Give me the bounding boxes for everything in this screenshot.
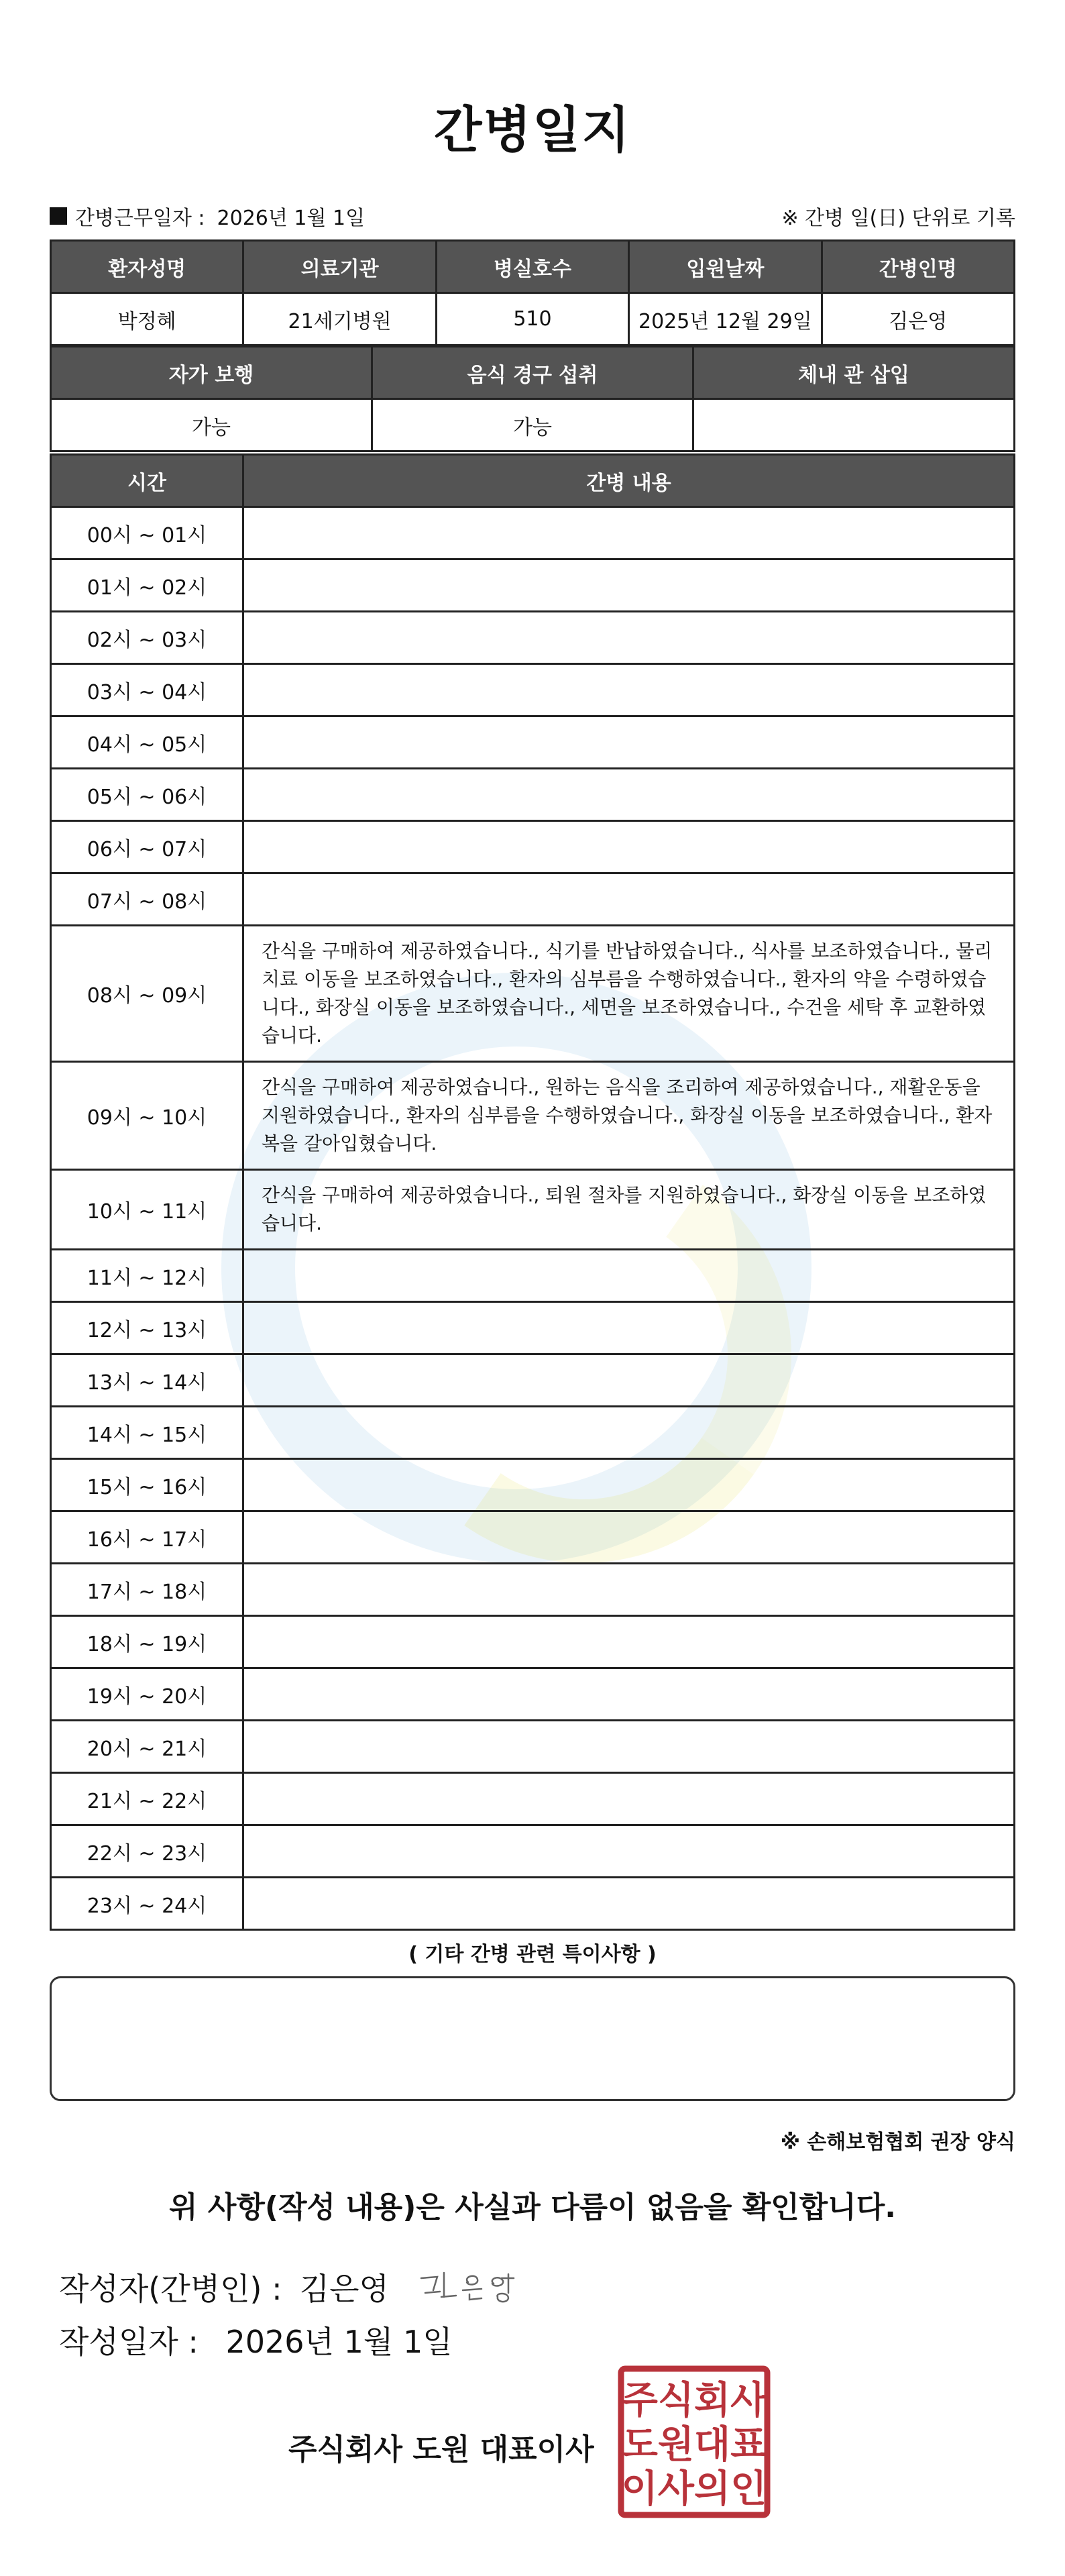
table-row [51,1459,1015,1511]
admission-date-cell: 2025년 12월 29일 [629,293,822,345]
room-number-cell: 510 [436,293,628,345]
time-slot-cell: 22시 ~ 23시 [51,1825,243,1878]
table-row [51,1878,1015,1930]
time-slot-cell: 06시 ~ 07시 [51,821,243,873]
meta-row [50,201,1015,228]
care-content-cell [243,1773,1015,1825]
header-tube-insertion: 체내 관 삽입 [693,347,1015,399]
table-row [51,399,1015,451]
table-row [51,1407,1015,1459]
care-content-cell [243,612,1015,664]
time-slot-cell: 09시 ~ 10시 [51,1062,243,1170]
table-row [51,873,1015,926]
table-row [51,926,1015,1062]
care-content-cell [243,559,1015,612]
header-time: 시간 [51,455,243,507]
table-row [51,664,1015,716]
header-room-number: 병실호수 [436,241,628,293]
work-date [50,201,365,231]
care-content-cell [243,1407,1015,1459]
header-caregiver-name: 간병인명 [822,241,1014,293]
time-slot-cell: 23시 ~ 24시 [51,1878,243,1930]
time-slot-cell: 00시 ~ 01시 [51,507,243,559]
table-row [51,1250,1015,1302]
care-content-cell [243,873,1015,926]
company-signatory: 주식회사 도원 대표이사 [288,2432,594,2467]
header-self-walking: 자가 보행 [51,347,372,399]
table-header-row [51,241,1015,293]
care-content-cell [243,821,1015,873]
work-date-value: 2026년 1월 1일 [217,207,366,230]
remarks-title: ( 기타 간병 관련 특이사항 ) [408,1943,657,1966]
oral-intake-cell: 가능 [372,399,693,451]
care-content-cell [243,1878,1015,1930]
written-date-value: 2026년 1월 1일 [225,2324,453,2360]
table-row [51,1354,1015,1407]
care-content-cell: 간식을 구매하여 제공하였습니다., 식기를 반납하였습니다., 식사를 보조하였습니다., 물리치료 이동을 보조하였습니다., 환자의 심부름을 수행하였습니다., 환자의 약을 수령하였습니다., 화장실 이동을 보조하였습니다., 세면을 보조하였습니다., 수건을 세탁 후 교환하였습니다. [243,926,1015,1062]
page-title: 간병일지 [434,101,631,159]
time-slot-cell: 03시 ~ 04시 [51,664,243,716]
care-content-cell [243,1459,1015,1511]
table-row [51,1721,1015,1773]
time-slot-cell: 18시 ~ 19시 [51,1616,243,1668]
table-row [51,769,1015,821]
writer-line [59,2263,530,2310]
square-bullet-icon [50,207,67,225]
table-row [51,559,1015,612]
care-content-cell [243,1825,1015,1878]
care-content-cell [243,1511,1015,1564]
time-slot-cell: 14시 ~ 15시 [51,1407,243,1459]
writer-name: 김은영 [299,2271,389,2307]
seal-line-3: 이사의인 [621,2467,767,2511]
time-slot-cell: 01시 ~ 02시 [51,559,243,612]
table-row [51,1062,1015,1170]
seal-line-1: 주식회사 [621,2379,767,2422]
caregiver-name-cell: 김은영 [822,293,1014,345]
confirmation-statement: 위 사항(작성 내용)은 사실과 다름이 없음을 확인합니다. [169,2190,896,2224]
care-content-cell [243,507,1015,559]
care-content-cell [243,716,1015,769]
header-admission-date: 입원날짜 [629,241,822,293]
time-slot-cell: 16시 ~ 17시 [51,1511,243,1564]
table-row [51,1668,1015,1721]
care-content-cell [243,664,1015,716]
work-date-label: 간병근무일자 : [75,207,205,230]
written-date-line [59,2318,453,2362]
time-slot-cell: 13시 ~ 14시 [51,1354,243,1407]
patient-ability-table [50,345,1015,452]
company-seal-stamp [617,2365,771,2519]
patient-info-table [50,239,1015,346]
table-row [51,1616,1015,1668]
time-slot-cell: 15시 ~ 16시 [51,1459,243,1511]
table-row [51,1302,1015,1354]
care-content-cell [243,1302,1015,1354]
care-content-cell [243,1668,1015,1721]
care-content-cell [243,1721,1015,1773]
care-content-cell [243,769,1015,821]
table-row [51,1170,1015,1250]
self-walking-cell: 가능 [51,399,372,451]
time-slot-cell: 02시 ~ 03시 [51,612,243,664]
time-slot-cell: 17시 ~ 18시 [51,1564,243,1616]
table-header-row [51,347,1015,399]
hospital-cell: 21세기병원 [243,293,436,345]
time-slot-cell: 20시 ~ 21시 [51,1721,243,1773]
time-slot-cell: 21시 ~ 22시 [51,1773,243,1825]
table-row [51,1825,1015,1878]
table-row [51,612,1015,664]
care-content-cell [243,1564,1015,1616]
table-row [51,716,1015,769]
time-slot-cell: 04시 ~ 05시 [51,716,243,769]
care-schedule-table [50,453,1015,1931]
time-slot-cell: 11시 ~ 12시 [51,1250,243,1302]
care-content-cell [243,1250,1015,1302]
time-slot-cell: 05시 ~ 06시 [51,769,243,821]
written-date-label: 작성일자 : [59,2324,199,2360]
table-row [51,293,1015,345]
writer-label: 작성자(간병인) : [59,2271,282,2307]
tube-insertion-cell [693,399,1015,451]
patient-name-cell: 박정혜 [51,293,243,345]
care-content-cell: 간식을 구매하여 제공하였습니다., 퇴원 절차를 지원하였습니다., 화장실 이동을 보조하였습니다. [243,1170,1015,1250]
care-content-cell: 간식을 구매하여 제공하였습니다., 원하는 음식을 조리하여 제공하였습니다., 재활운동을 지원하였습니다., 환자의 심부름을 수행하였습니다., 화장실 이동을 보조하였습니다., 환자복을 갈아입혔습니다. [243,1062,1015,1170]
form-note: ※ 손해보험협회 권장 양식 [780,2131,1015,2154]
time-slot-cell: 10시 ~ 11시 [51,1170,243,1250]
table-header-row [51,455,1015,507]
header-hospital: 의료기관 [243,241,436,293]
time-slot-cell: 19시 ~ 20시 [51,1668,243,1721]
time-slot-cell: 07시 ~ 08시 [51,873,243,926]
care-content-cell [243,1616,1015,1668]
seal-line-2: 도원대표 [621,2423,767,2467]
record-unit-note: ※ 간병 일(日) 단위로 기록 [781,207,1015,230]
time-slot-cell: 08시 ~ 09시 [51,926,243,1062]
header-patient-name: 환자성명 [51,241,243,293]
handwritten-signature [416,2263,530,2310]
table-row [51,1511,1015,1564]
remarks-box [50,1976,1015,2101]
table-row [51,507,1015,559]
header-care-content: 간병 내용 [243,455,1015,507]
time-slot-cell: 12시 ~ 13시 [51,1302,243,1354]
header-oral-intake: 음식 경구 섭취 [372,347,693,399]
care-content-cell [243,1354,1015,1407]
table-row [51,1564,1015,1616]
table-row [51,1773,1015,1825]
table-row [51,821,1015,873]
